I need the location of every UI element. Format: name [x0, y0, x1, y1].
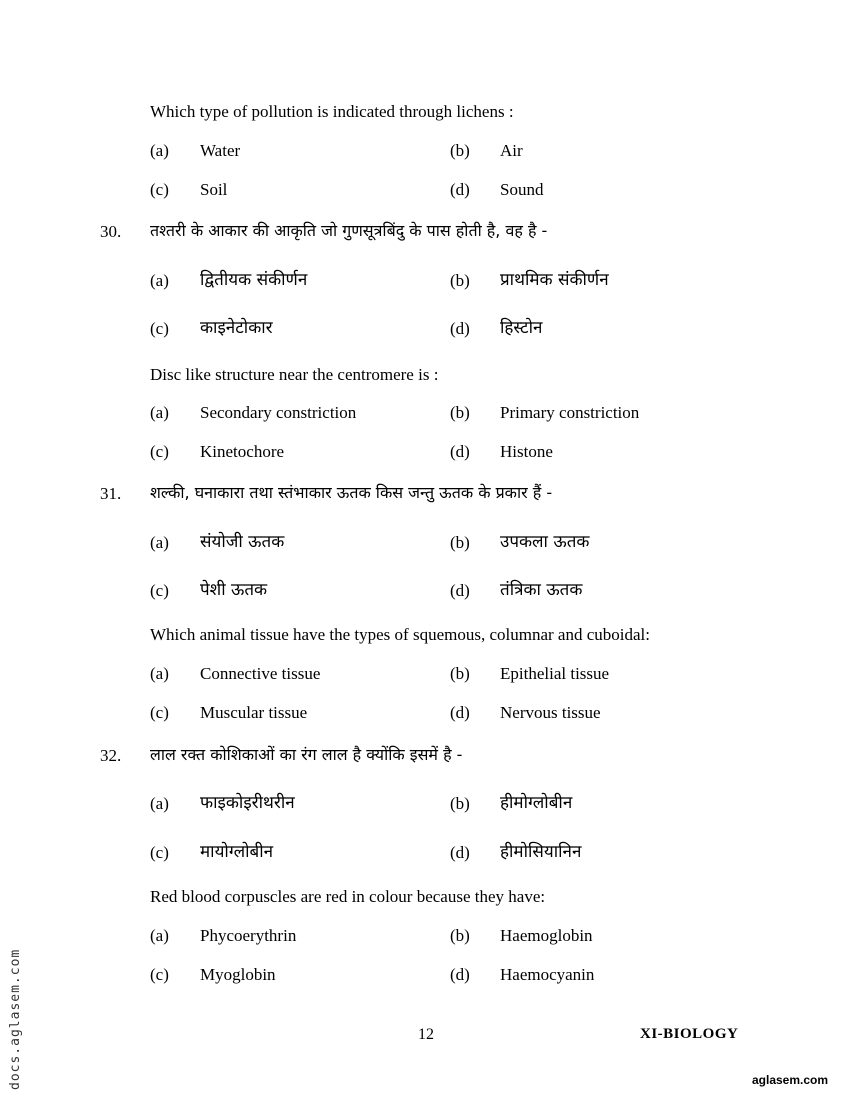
option-text: Water — [200, 141, 241, 160]
side-watermark: docs.aglasem.com — [8, 948, 23, 1090]
subject-label: XI-BIOLOGY — [640, 1026, 739, 1042]
option-text: Epithelial tissue — [500, 664, 610, 683]
option-text: Myoglobin — [200, 965, 276, 984]
option-text: हीमोग्लोबीन — [500, 793, 573, 813]
option-letter: (a) — [150, 403, 169, 422]
option-text: हीमोसियानिन — [500, 842, 582, 862]
option-text: Air — [500, 141, 523, 160]
option-letter: (d) — [450, 965, 470, 984]
option-letter: (c) — [150, 180, 169, 199]
q29-stem-en: Which type of pollution is indicated through lichens : — [150, 102, 514, 121]
option-letter: (d) — [450, 843, 470, 862]
option-text: मायोग्लोबीन — [200, 842, 274, 862]
option-letter: (d) — [450, 319, 470, 338]
option-letter: (d) — [450, 581, 470, 600]
question-number: 30. — [100, 222, 122, 241]
site-watermark: aglasem.com — [752, 1073, 829, 1087]
option-text: Phycoerythrin — [200, 926, 297, 945]
option-letter: (b) — [450, 141, 470, 160]
q32-stem-hi: लाल रक्त कोशिकाओं का रंग लाल है क्योंकि इसमें है - — [150, 745, 463, 764]
option-text: फाइकोइरीथरीन — [200, 793, 295, 813]
option-letter: (c) — [150, 703, 169, 722]
question-number: 32. — [100, 746, 122, 765]
option-text: Secondary constriction — [200, 403, 357, 422]
option-letter: (c) — [150, 843, 169, 862]
option-letter: (d) — [450, 442, 470, 461]
option-text: द्वितीयक संकीर्णन — [200, 270, 308, 290]
option-text: Kinetochore — [200, 442, 285, 461]
option-text: प्राथमिक संकीर्णन — [500, 270, 609, 290]
option-text: Connective tissue — [200, 664, 321, 683]
option-text: Haemoglobin — [500, 926, 593, 945]
option-letter: (b) — [450, 403, 470, 422]
option-letter: (a) — [150, 664, 169, 683]
option-letter: (c) — [150, 442, 169, 461]
option-text: Sound — [500, 180, 544, 199]
option-text: हिस्टोन — [500, 318, 543, 338]
option-letter: (b) — [450, 926, 470, 945]
option-letter: (c) — [150, 581, 169, 600]
option-letter: (c) — [150, 319, 169, 338]
option-letter: (a) — [150, 141, 169, 160]
option-text: Haemocyanin — [500, 965, 595, 984]
q30-stem-en: Disc like structure near the centromere is : — [150, 365, 439, 384]
option-letter: (b) — [450, 794, 470, 813]
option-letter: (d) — [450, 703, 470, 722]
option-letter: (a) — [150, 926, 169, 945]
option-letter: (c) — [150, 965, 169, 984]
q32-stem-en: Red blood corpuscles are red in colour because they have: — [150, 887, 546, 906]
question-number: 31. — [100, 484, 122, 503]
option-letter: (a) — [150, 533, 169, 552]
option-text: काइनेटोकार — [200, 318, 273, 338]
option-text: पेशी ऊतक — [200, 580, 268, 600]
option-text: Nervous tissue — [500, 703, 601, 722]
option-letter: (a) — [150, 794, 169, 813]
page-number: 12 — [418, 1026, 434, 1043]
option-text: संयोजी ऊतक — [200, 532, 285, 552]
option-letter: (b) — [450, 664, 470, 683]
q30-stem-hi: तश्तरी के आकार की आकृति जो गुणसूत्रबिंदु के पास होती है, वह है - — [150, 221, 548, 240]
option-text: तंत्रिका ऊतक — [500, 580, 583, 600]
option-text: Muscular tissue — [200, 703, 308, 722]
q31-stem-en: Which animal tissue have the types of squemous, columnar and cuboidal: — [150, 625, 650, 644]
option-text: उपकला ऊतक — [500, 532, 590, 552]
option-text: Primary constriction — [500, 403, 640, 422]
option-letter: (d) — [450, 180, 470, 199]
option-text: Histone — [500, 442, 553, 461]
option-letter: (a) — [150, 271, 169, 290]
option-letter: (b) — [450, 533, 470, 552]
option-letter: (b) — [450, 271, 470, 290]
q31-stem-hi: शल्की, घनाकारा तथा स्तंभाकार ऊतक किस जन्तु ऊतक के प्रकार हैं - — [150, 483, 553, 502]
option-text: Soil — [200, 180, 228, 199]
